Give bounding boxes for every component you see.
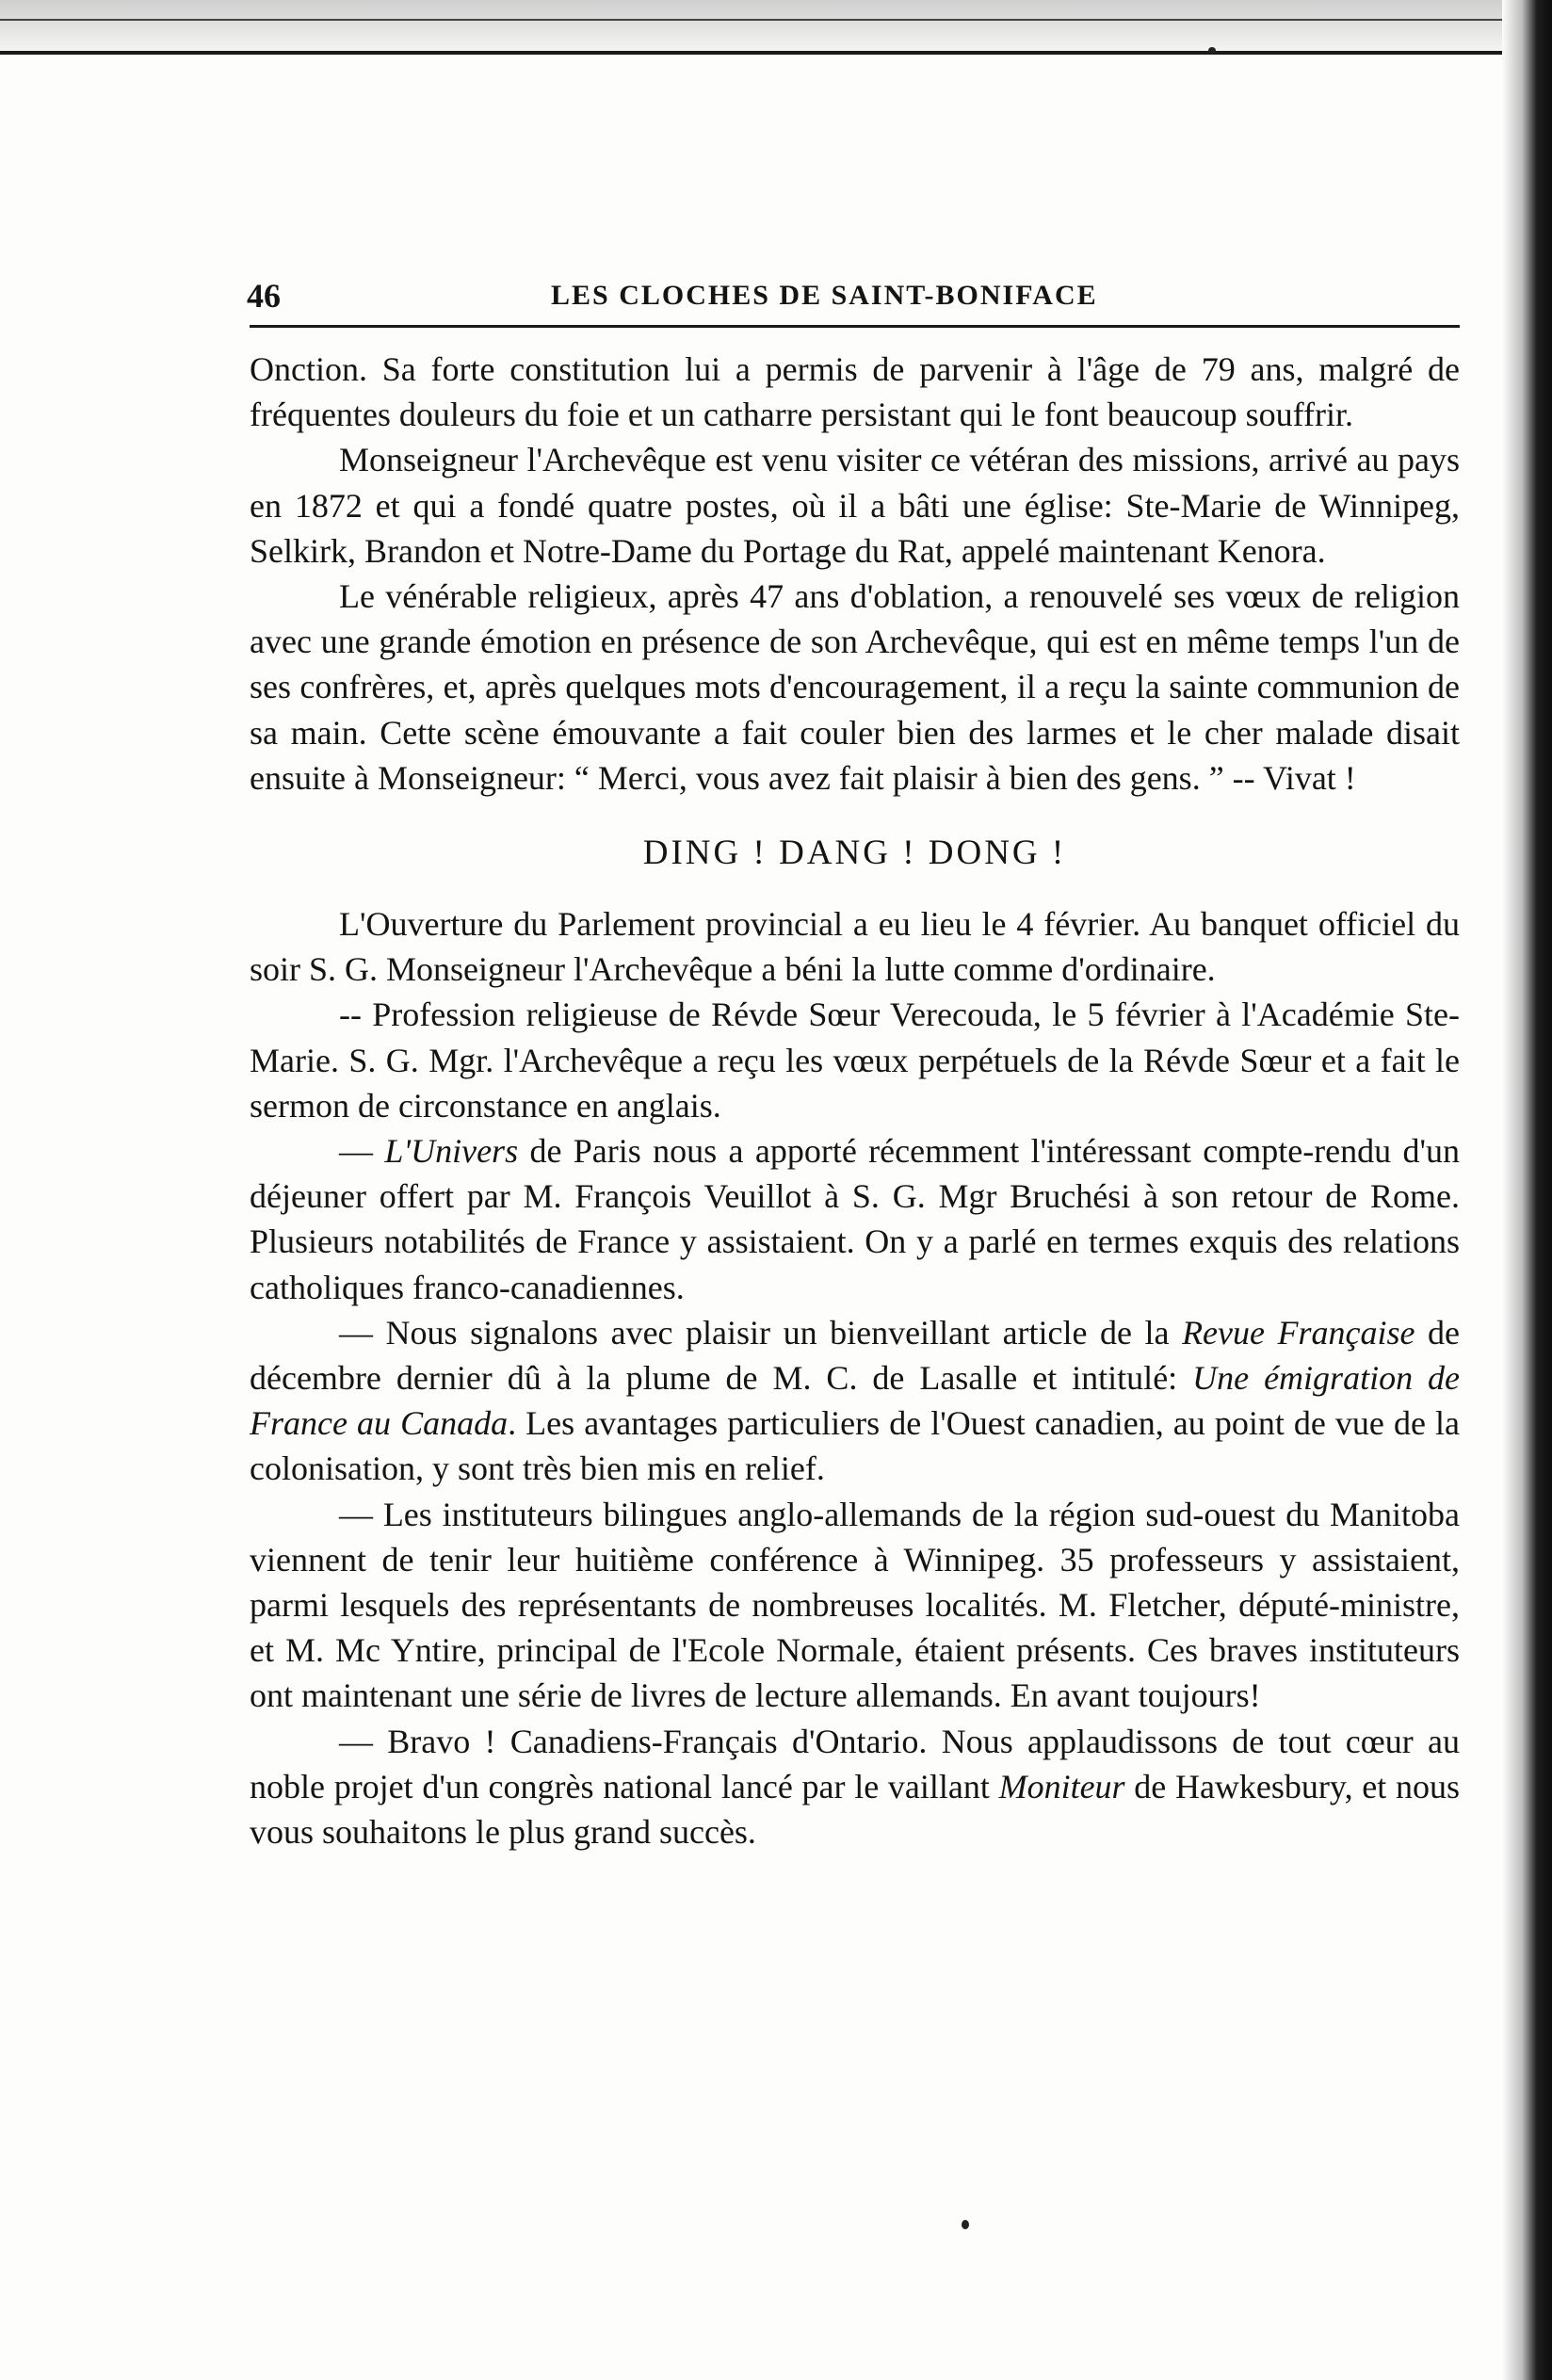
article-title: Une émigration de France au Canada [250,1359,1461,1443]
publication-title: Moniteur [998,1767,1125,1805]
news-item: -- Profession religieuse de Révde Sœur Verecouda, le 5 février à l'Académie Ste-Marie. S. G. Mgr. l'Archevêque a reçu les vœux perpétuels de la Révde Sœur et a fait le sermon de circonstance en anglais. [250,996,1460,1125]
journal-title: LES CLOCHES DE SAINT-BONIFACE [551,280,1098,311]
page [247,268,1461,1854]
paragraph: Onction. Sa forte constitution lui a permis de parvenir à l'âge de 79 ans, malgré de fréquentes douleurs du foie et un catharre persistant qui le font beaucoup souffrir. [250,350,1460,434]
scan-right-edge [1502,0,1552,2380]
section-heading: DING ! DANG ! DONG ! [642,834,1067,873]
page-number: 46 [247,277,281,315]
dash: — [339,1132,385,1171]
news-item: — Les instituteurs bilingues anglo-allemands de la région sud-ouest du Manitoba viennent de tenir leur huitième conférence à Winnipeg. 35 professeurs y assistaient, parmi lesquels des représentants de nombreuses localités. M. Fletcher, député-ministre, et M. Mc Yntire, principal de l'Ecole Normale, étaient présents. Ces braves instituteurs ont maintenant une série de livres de lecture allemands. En avant toujours! [250,1495,1460,1715]
news-item [250,1310,1460,1492]
running-head [247,268,1460,328]
paragraph: Le vénérable religieux, après 47 ans d'oblation, a renouvelé ses vœux de religion avec une grande émotion en présence de son Archevêque, qui est en même temps l'un de ses confrères, et, après quelques mots d'encouragement, il a reçu la sainte communion de sa main. Cette scène émouvante a fait couler bien des larmes et le cher malade disait ensuite à Monseigneur: “ Merci, vous avez fait plaisir à bien des gens. ” -- Vivat ! [250,577,1460,797]
news-text: — Bravo ! Canadiens-Français d'Ontario. Nous applaudissons de tout cœur au noble projet d'un congrès national lancé par le vaillant [250,1722,1460,1805]
article-body [250,347,1460,1854]
news-item: L'Ouverture du Parlement provincial a eu lieu le 4 février. Au banquet officiel du soir S. G. Monseigneur l'Archevêque a béni la lutte comme d'ordinaire. [250,905,1460,989]
paragraph: Monseigneur l'Archevêque est venu visiter ce vétéran des missions, arrivé au pays en 1872 et qui a fondé quatre postes, où il a bâti une église: Ste-Marie de Winnipeg, Selkirk, Brandon et Notre-Dame du Portage du Rat, appelé maintenant Kenora. [250,441,1460,570]
news-text: — Nous signalons avec plaisir un bienveillant article de la [339,1313,1183,1352]
news-item [250,1719,1460,1855]
scan-speck [1208,47,1216,54]
publication-title: L'Univers [384,1132,519,1171]
news-item [250,1128,1460,1310]
news-text: . Les avantages particuliers de l'Ouest canadien, au point de vue de la colonisation, y sont très bien mis en relief. [250,1404,1461,1488]
scan-top-edge [0,0,1552,55]
publication-title: Revue Française [1182,1313,1415,1352]
news-text: de Hawkesbury, et nous vous souhaitons le plus grand succès. [250,1767,1460,1852]
scan-speck [962,2220,969,2229]
news-text: de décembre dernier dû à la plume de M. C. de Lasalle et intitulé: [250,1313,1461,1398]
news-text: de Paris nous a apporté récemment l'intéressant compte-rendu d'un déjeuner offert par M. François Veuillot à S. G. Mgr Bruchési à son retour de Rome. Plusieurs notabilités de France y assistaient. On y a parlé en termes exquis des relations catholiques franco-canadiennes. [250,1132,1461,1306]
